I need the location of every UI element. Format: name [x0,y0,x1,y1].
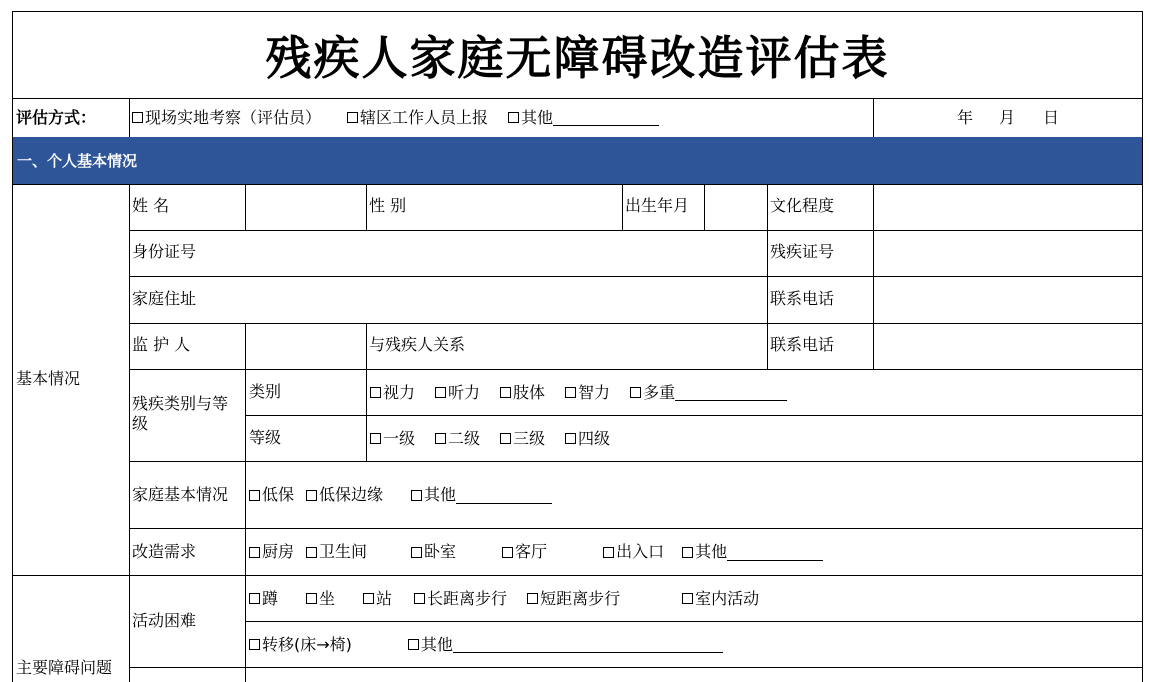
needs-label: 改造需求 [132,542,197,561]
category-option[interactable]: 肢体 [500,383,545,403]
checkbox-icon [249,593,260,604]
activity-option[interactable]: 站 [363,589,392,609]
assessment-options [132,98,659,137]
category-option-multiple[interactable]: 多重 [630,383,787,403]
level-option[interactable]: 二级 [435,429,480,449]
guardian-phone-label: 联系电话 [770,335,835,354]
needs-option-other[interactable]: 其他 [682,542,823,562]
needs-option[interactable]: 出入口 [603,542,664,562]
level-label: 等级 [249,428,282,447]
disability-type-level-label: 残疾类别与等级 [132,394,229,433]
date-day: 日 [1043,108,1060,127]
grid-line [366,184,367,230]
grid-line [366,323,367,461]
level-options [370,416,610,461]
checkbox-icon [527,593,538,604]
family-options [249,462,552,528]
category-option[interactable]: 听力 [435,383,480,403]
grid-line [873,98,874,137]
gender-label: 性 别 [369,196,407,215]
relation-label: 与残疾人关系 [369,335,466,354]
name-field[interactable] [246,185,366,230]
assessment-label: 评估方式： [16,108,97,127]
checkbox-icon [306,593,317,604]
grid-line [129,667,1142,668]
date-year: 年 [957,108,974,127]
checkbox-icon [565,387,576,398]
section-header: 一、个人基本情况 [13,137,1142,184]
checkbox-icon [370,387,381,398]
activity-option[interactable]: 室内活动 [682,589,759,609]
address-field[interactable] [246,277,767,323]
category-options [370,370,787,415]
checkbox-icon [500,387,511,398]
activity-option[interactable]: 坐 [306,589,335,609]
disability-cert-label: 残疾证号 [770,242,835,261]
assessment-form [12,11,1143,682]
checkbox-icon [363,593,374,604]
fill-line[interactable] [553,109,659,126]
id-field[interactable] [246,231,767,276]
checkbox-icon [347,112,358,123]
checkbox-icon [682,547,693,558]
grid-line [129,184,130,682]
level-option[interactable]: 三级 [500,429,545,449]
checkbox-icon [435,433,446,444]
needs-option[interactable]: 卧室 [411,542,456,562]
education-label: 文化程度 [770,196,835,215]
grid-line [245,369,246,682]
fill-line[interactable] [453,636,723,653]
grid-line [13,184,1142,185]
checkbox-icon [411,547,422,558]
category-option[interactable]: 视力 [370,383,415,403]
phone-label: 联系电话 [770,289,835,308]
activity-option[interactable]: 长距离步行 [414,589,507,609]
activity-option-other[interactable]: 其他 [408,635,723,655]
name-label: 姓 名 [132,196,170,215]
category-label: 类别 [249,382,282,401]
fill-line[interactable] [675,384,787,401]
level-option[interactable]: 四级 [565,429,610,449]
family-option[interactable]: 低保 [249,485,294,505]
checkbox-icon [249,639,260,650]
date-month: 月 [999,108,1016,127]
activity-option[interactable]: 转移(床→椅) [249,635,352,655]
phone-field[interactable] [874,277,1142,323]
grid-line [704,184,705,230]
checkbox-icon [414,593,425,604]
checkbox-icon [435,387,446,398]
address-label: 家庭住址 [132,289,197,308]
family-option-other[interactable]: 其他 [411,485,552,505]
disability-cert-field[interactable] [874,231,1142,276]
activity-option[interactable]: 短距离步行 [527,589,620,609]
checkbox-icon [565,433,576,444]
checkbox-icon [502,547,513,558]
checkbox-icon [306,490,317,501]
checkbox-icon [630,387,641,398]
checkbox-icon [408,639,419,650]
family-option[interactable]: 低保边缘 [306,485,383,505]
form-title: 残疾人家庭无障碍改造评估表 [265,31,890,85]
grid-line [129,98,130,137]
checkbox-icon [249,547,260,558]
assessment-option-onsite[interactable]: 现场实地考察（评估员） [132,108,321,128]
grid-line [767,184,768,369]
checkbox-icon [249,490,260,501]
needs-options [249,529,823,575]
checkbox-icon [306,547,317,558]
checkbox-icon [370,433,381,444]
fill-line[interactable] [456,487,552,504]
assessment-option-other[interactable]: 其他 [508,108,659,128]
checkbox-icon [132,112,143,123]
fill-line[interactable] [727,544,823,561]
activity-options-row1 [249,576,759,621]
checkbox-icon [500,433,511,444]
guardian-field[interactable] [246,324,366,369]
activity-label: 活动困难 [132,611,197,630]
guardian-label: 监 护 人 [132,335,191,354]
id-label: 身份证号 [132,242,197,261]
needs-option[interactable]: 厨房 [249,542,294,562]
checkbox-icon [682,593,693,604]
assessment-option-report[interactable]: 辖区工作人员上报 [347,108,488,128]
main-obstacles-label: 主要障碍问题 [16,658,113,677]
needs-option[interactable]: 卫生间 [306,542,367,562]
checkbox-icon [508,112,519,123]
birth-label: 出生年月 [625,196,690,215]
category-option[interactable]: 智力 [565,383,610,403]
checkbox-icon [603,547,614,558]
needs-option[interactable]: 客厅 [502,542,547,562]
activity-options-row2 [249,622,723,667]
family-label: 家庭基本情况 [132,485,229,504]
checkbox-icon [411,490,422,501]
guardian-phone-field[interactable] [874,324,1142,369]
grid-line [622,184,623,230]
basic-info-label: 基本情况 [16,369,81,388]
activity-option[interactable]: 蹲 [249,589,278,609]
level-option[interactable]: 一级 [370,429,415,449]
